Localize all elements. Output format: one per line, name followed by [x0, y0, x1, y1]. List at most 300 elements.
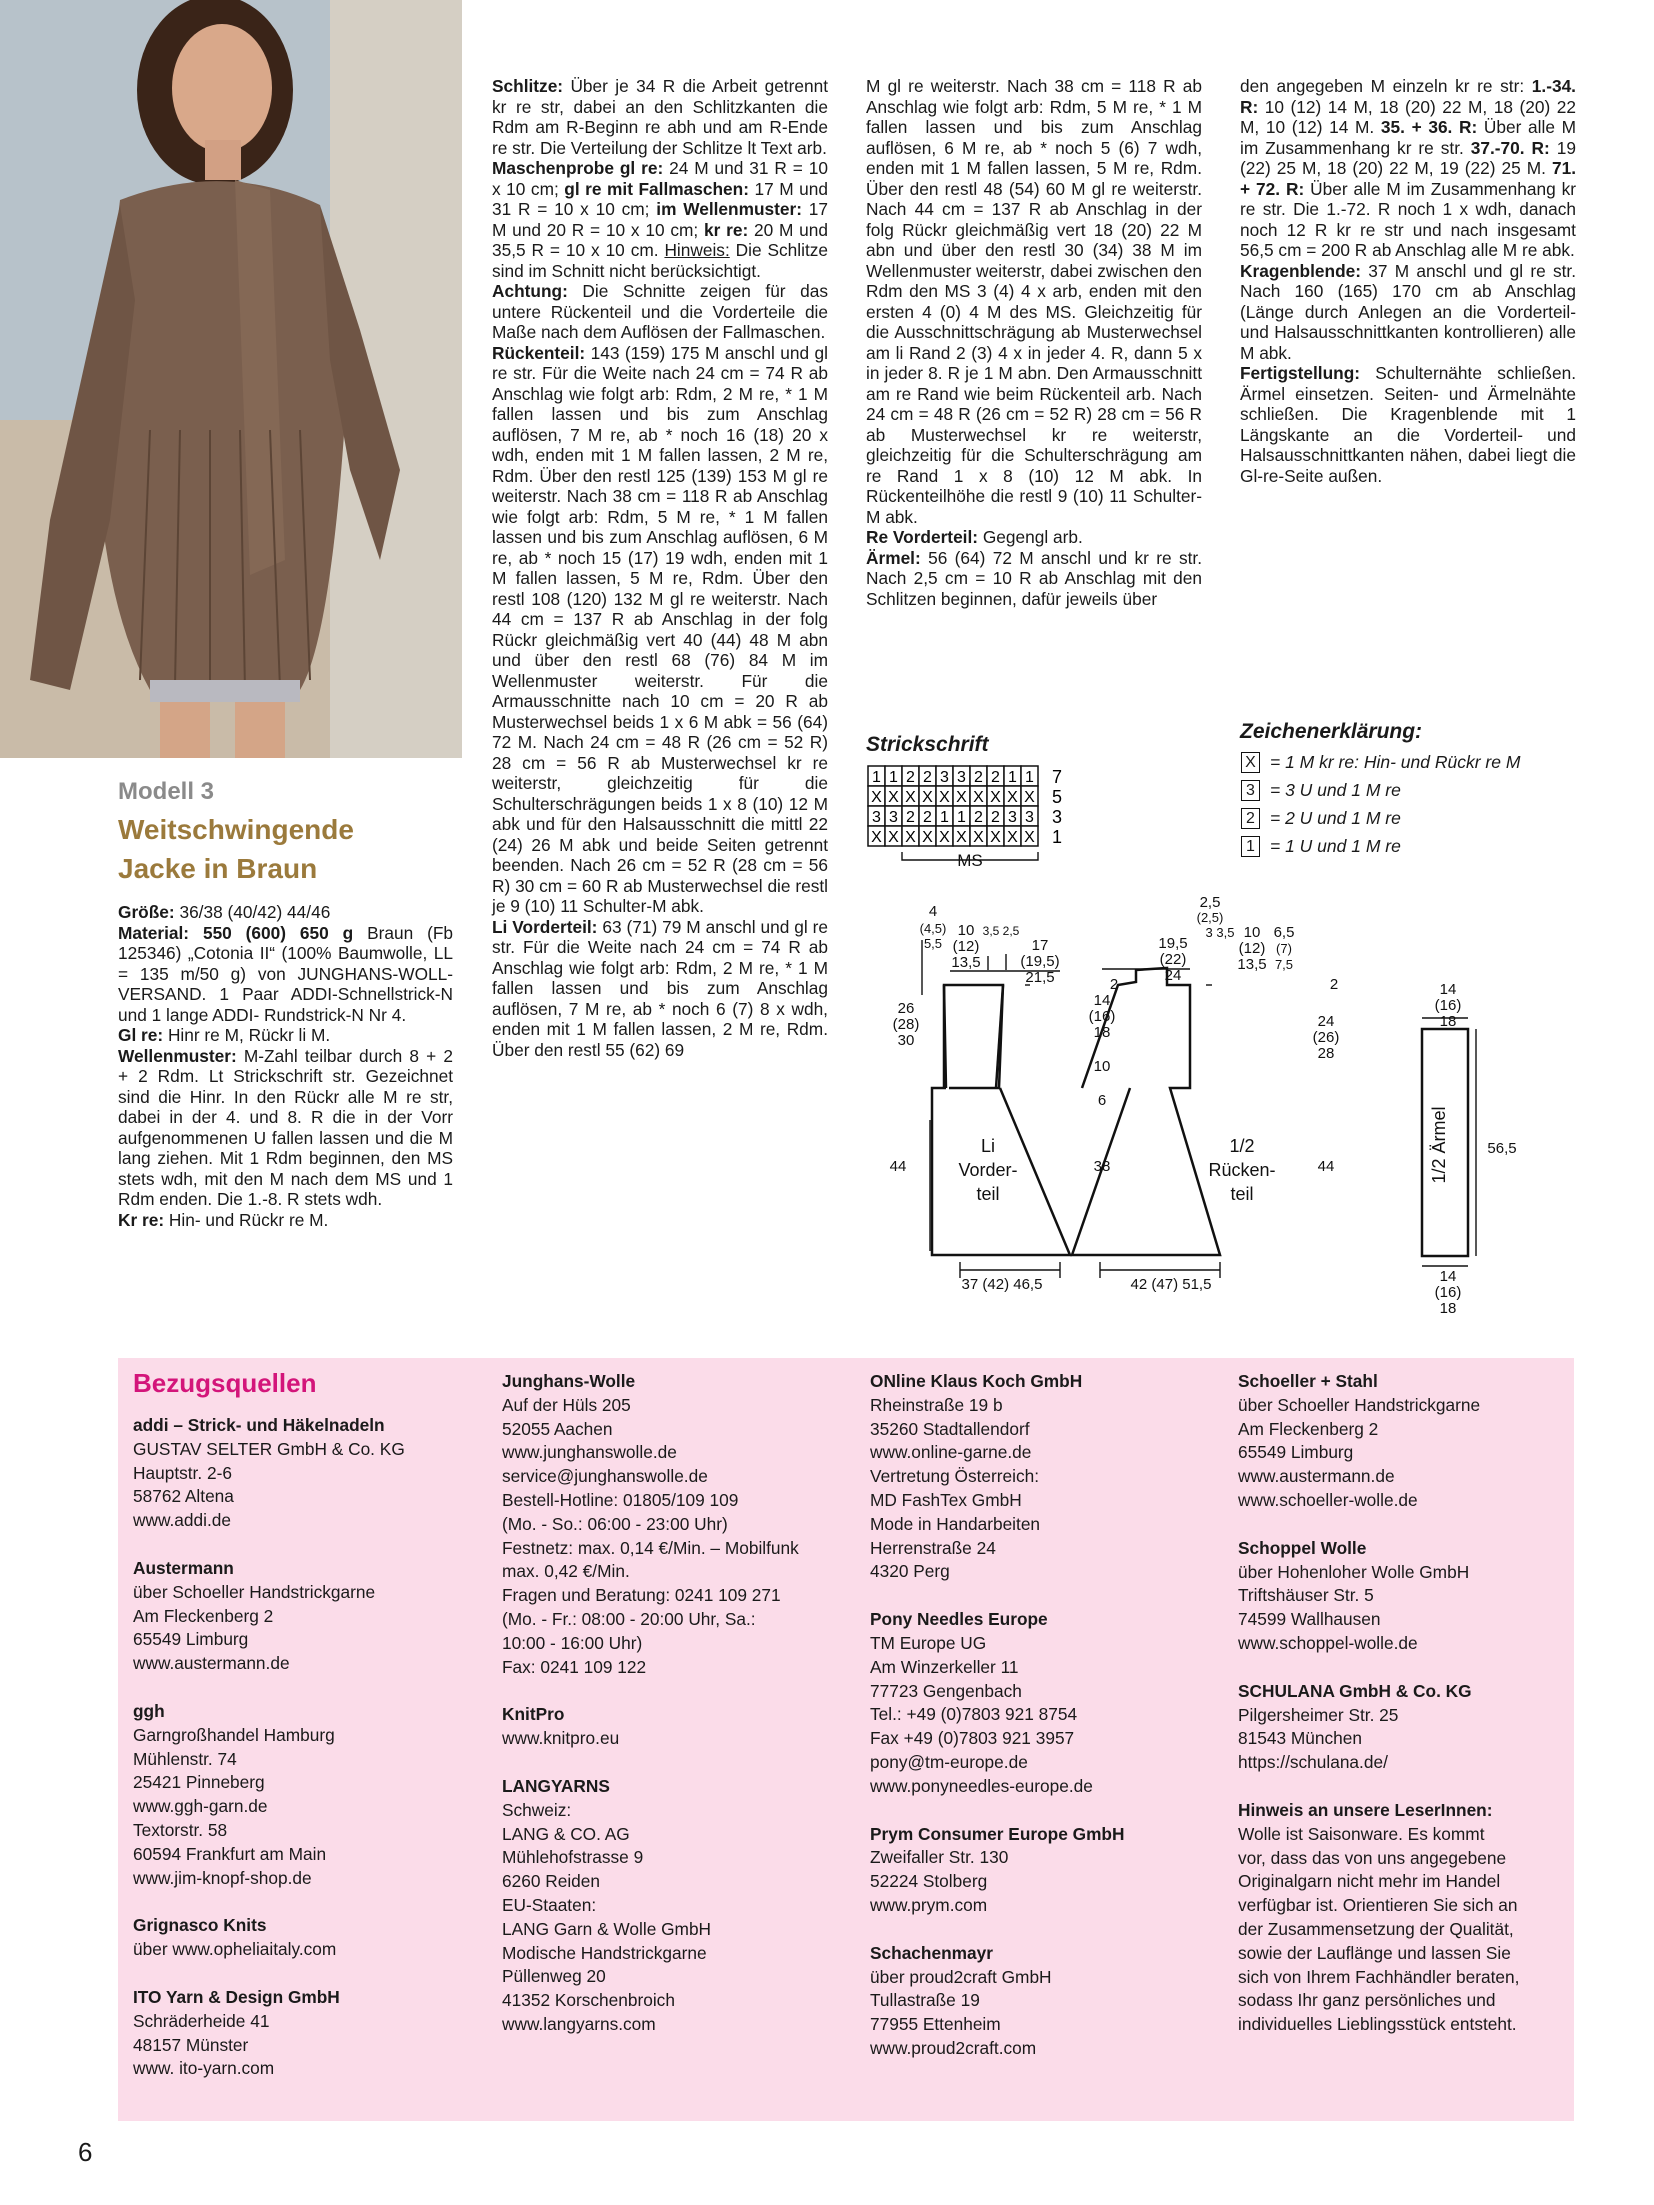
spacer [133, 1890, 473, 1914]
source-name: Schoppel Wolle [1238, 1537, 1367, 1558]
source-line: 41352 Korschenbroich [502, 1990, 675, 2011]
dim-back-22: (22) [1159, 951, 1187, 968]
chart-symbol: X [888, 829, 899, 846]
source-line: max. 0,42 €/Min. [502, 1561, 630, 1582]
source-line: Auf der Hüls 205 [502, 1394, 631, 1415]
bold-term: Ärmel: [866, 547, 921, 568]
paragraph-text: 24 M und 31 R = 10 x 10 cm; [492, 158, 828, 199]
paragraph-text: Über alle M im Zusammenhang kr re str. Die 1.-72. R noch 1 x wdh, danach noch 12 R kr re str und nach insgesamt 56,5 cm = 200 R ab Anschlag alle M re abk. [1240, 178, 1576, 260]
legend-symbol: 2 [1241, 808, 1260, 829]
source-name: SCHULANA GmbH & Co. KG [1238, 1680, 1472, 1701]
legend-symbol: X [1241, 752, 1260, 773]
paragraph-text: 17 M und 20 R = 10 x 10 cm; [492, 199, 828, 240]
legend-title: Zeichenerklärung: [1240, 720, 1423, 743]
source-line: www.schoeller-wolle.de [1238, 1489, 1418, 1510]
dim-sleeve-18: 18 [1439, 1013, 1457, 1030]
source-name: Hinweis an unsere LeserInnen: [1238, 1799, 1493, 1820]
sources-title: Bezugsquellen [133, 1368, 317, 1398]
source-line: Modische Handstrickgarne [502, 1942, 707, 1963]
source-line: Am Fleckenberg 2 [133, 1605, 274, 1626]
paragraph-text: den angegeben M einzeln kr re str: [1240, 76, 1532, 96]
source-line: Pilgersheimer Str. 25 [1238, 1704, 1399, 1725]
dim-back-24: 24 [1164, 967, 1182, 984]
dim-back-24r: 24 [1317, 1013, 1335, 1030]
chart-symbol: X [1024, 829, 1035, 846]
ms-label: MS [957, 851, 983, 870]
sources-column-2 [502, 1370, 862, 2037]
source-line: individuelles Lieblingsstück entsteht. [1238, 2014, 1517, 2035]
paragraph-text: Braun (Fb 125346) „Cotonia II“ (100% Baumwolle, LL = 135 m/50 g) von JUNGHANS-WOLL-VERSAND. 1 Paar ADDI-Schnellstrick-N und 1 lange ADDI- Rundstrick-N Nr 4. [118, 922, 453, 1025]
paragraph [118, 1025, 453, 1046]
sources-column-3 [870, 1370, 1230, 2061]
bold-term: Rückenteil: [492, 342, 586, 363]
dim-mid-16: (16) [1088, 1008, 1116, 1025]
source-line: 77723 Gengenbach [870, 1680, 1022, 1701]
spacer [1238, 1656, 1578, 1680]
source-line: Am Winzerkeller 11 [870, 1656, 1019, 1677]
source-line: Originalgarn nicht mehr im Handel [1238, 1871, 1501, 1892]
source-line: Fax +49 (0)7803 921 3957 [870, 1728, 1075, 1749]
chart-symbol: 2 [974, 769, 983, 786]
dim-back-195: 19,5 [1158, 935, 1188, 952]
dim-mid-2: 2 [1109, 976, 1119, 993]
model-title-line1: Weitschwingende [118, 814, 354, 845]
dim-back-bottom: 42 (47) 51,5 [1130, 1276, 1212, 1293]
legend-item [1240, 832, 1580, 860]
paragraph-text: Hin- und Rückr re M. [164, 1209, 329, 1230]
source-line: EU-Staaten: [502, 1894, 597, 1915]
dim-front-135: 13,5 [951, 954, 981, 971]
paragraph [118, 902, 453, 923]
source-line: www.addi.de [133, 1510, 231, 1531]
model-photo [0, 0, 462, 758]
spacer [502, 1679, 862, 1703]
source-line: pony@tm-europe.de [870, 1751, 1028, 1772]
spacer [1238, 1513, 1578, 1537]
source-name: Austermann [133, 1557, 234, 1578]
source-line: Mühlehofstrasse 9 [502, 1847, 644, 1868]
front-upper-outline [944, 985, 1003, 1088]
text-column-3 [866, 76, 1202, 609]
chart-symbol: X [939, 789, 950, 806]
dim-sleeve-b18: 18 [1439, 1300, 1457, 1317]
spacer [133, 1676, 473, 1700]
paragraph-text: 20 M und 35,5 R = 10 x 10 cm. [492, 219, 828, 260]
paragraph-text: 10 (12) 14 M, 18 (20) 22 M, 18 (20) 22 M, 10 (12) 14 M. [1240, 96, 1576, 137]
chart-symbol: 2 [991, 809, 1000, 826]
legend-item [1240, 776, 1580, 804]
bold-term: Schlitze: [492, 76, 564, 96]
note-term: Hinweis: [664, 240, 730, 260]
source-line: sich von Ihrem Fachhändler beraten, [1238, 1966, 1520, 1987]
source-line: www.proud2craft.com [870, 2037, 1037, 2058]
dim-mid-14: 14 [1093, 992, 1111, 1009]
source-line: www.austermann.de [133, 1653, 290, 1674]
back-label-3: teil [1230, 1184, 1254, 1204]
dim-left-30: 30 [897, 1032, 915, 1049]
dim-back-12: (12) [1238, 940, 1266, 957]
source-line: www.knitpro.eu [502, 1728, 620, 1749]
bold-term: gl re mit Fallmaschen: [564, 178, 749, 199]
source-line: 25421 Pinneberg [133, 1772, 265, 1793]
source-line: www.jim-knopf-shop.de [133, 1867, 312, 1888]
chart-symbol: X [990, 789, 1001, 806]
legend-text: = 3 U und 1 M re [1270, 779, 1401, 800]
source-line: der Zusammensetzung der Qualität, [1238, 1918, 1514, 1939]
chart-symbol: 3 [957, 769, 966, 786]
chart-symbol: X [973, 789, 984, 806]
paragraph-text: 17 M und 31 R = 10 x 10 cm; [492, 178, 828, 219]
bold-term: 71. + 72. R: [1240, 158, 1576, 199]
dim-back-65: 6,5 [1273, 924, 1295, 941]
dim-back-44: 44 [1317, 1158, 1335, 1175]
text-column-1 [118, 902, 453, 1230]
source-line: TM Europe UG [870, 1632, 987, 1653]
paragraph-text: Die Schlitze sind im Schnitt nicht berücksichtigt. [492, 240, 828, 281]
chart-symbol: X [905, 789, 916, 806]
dim-back-25a: 2,5 [1199, 894, 1221, 911]
paragraph-text: Über je 34 R die Arbeit getrennt kr re str, dabei an den Schlitzkanten die Rdm am R-Beginn re abh und am R-Ende re str. Die Verteilung der Schlitze lt Text arb. [492, 76, 828, 158]
paragraph [1240, 76, 1576, 261]
chart-symbol: 1 [1025, 769, 1034, 786]
dim-mid-10: 10 [1093, 1058, 1111, 1075]
chart-symbol: 1 [940, 809, 949, 826]
dim-sleeve-14: 14 [1439, 981, 1457, 998]
paragraph [1240, 363, 1576, 486]
dim-back-75: 7,5 [1274, 957, 1294, 972]
source-line: Püllenweg 20 [502, 1966, 606, 1987]
chart-symbol: X [922, 789, 933, 806]
paragraph-text: 36/38 (40/42) 44/46 [174, 902, 331, 922]
bold-term: 37.-70. R: [1470, 137, 1550, 158]
front-label-3: teil [976, 1184, 1000, 1204]
chart-symbol: 2 [906, 769, 915, 786]
chart-row-number: 1 [1052, 827, 1063, 847]
chart-symbol: 1 [1008, 769, 1017, 786]
dim-front-12: (12) [952, 938, 980, 955]
source-name: Junghans-Wolle [502, 1371, 636, 1391]
front-label-2: Vorder- [958, 1160, 1018, 1180]
back-label-2: Rücken- [1208, 1160, 1276, 1180]
chart-symbol: X [939, 829, 950, 846]
source-line: Zweifaller Str. 130 [870, 1847, 1009, 1868]
source-line: www.prym.com [870, 1894, 988, 1915]
bold-term: kr re: [703, 219, 749, 240]
paragraph-text: 19 (22) 25 M, 18 (20) 22 M, 19 (22) 25 M. [1240, 137, 1576, 178]
legend-text: = 1 M kr re: Hin- und Rückr re M [1270, 751, 1521, 772]
model-title-line2: Jacke in Braun [118, 853, 318, 884]
dim-back-25b: (2,5) [1196, 910, 1224, 925]
page-number: 6 [78, 2137, 93, 2167]
chart-symbol: X [1024, 789, 1035, 806]
paragraph-text: 37 M anschl und gl re str. Nach 160 (165) 170 cm ab Anschlag (Länge durch Anlegen an die Vorderteil- und Halsausschnittkanten kontrollieren) alle M abk. [1240, 260, 1576, 363]
spacer [870, 1584, 1230, 1608]
source-name: ITO Yarn & Design GmbH [133, 1986, 340, 2007]
dim-back-335: 3 3,5 [1205, 925, 1235, 940]
dim-sleeve-565: 56,5 [1487, 1140, 1517, 1157]
bold-term: Kr re: [118, 1209, 165, 1230]
source-line: über Schoeller Handstrickgarne [1238, 1394, 1481, 1415]
paragraph [866, 548, 1202, 610]
spacer [870, 1799, 1230, 1823]
bold-term: Gl re: [118, 1025, 164, 1045]
sources-column-1 [133, 1414, 473, 2081]
spacer [502, 1751, 862, 1775]
source-line: 74599 Wallhausen [1238, 1609, 1381, 1630]
stitch-chart [866, 764, 1166, 894]
photo-illustration [0, 0, 462, 758]
back-label-1: 1/2 [1229, 1136, 1255, 1156]
source-line: Wolle ist Saisonware. Es kommt [1238, 1823, 1485, 1844]
source-line: 4320 Perg [870, 1561, 950, 1582]
chart-symbol: 1 [872, 769, 881, 786]
source-line: über Hohenloher Wolle GmbH [1238, 1561, 1470, 1582]
dim-front-195: (19,5) [1020, 953, 1060, 970]
source-name: ONline Klaus Koch GmbH [870, 1371, 1083, 1391]
source-line: über www.opheliaitaly.com [133, 1939, 337, 1960]
dim-back-26r: (26) [1312, 1029, 1340, 1046]
bold-term: Material: 550 (600) 650 g [118, 922, 354, 943]
paragraph [866, 527, 1202, 548]
source-line: MD FashTex GmbH [870, 1489, 1022, 1510]
dim-front-215: 21,5 [1025, 969, 1055, 986]
source-line: 52224 Stolberg [870, 1871, 988, 1892]
bold-term: Achtung: [492, 281, 568, 301]
dim-sleeve-16: (16) [1434, 997, 1462, 1014]
dim-front-top-55: 5,5 [923, 936, 943, 951]
dim-mid-18: 18 [1093, 1024, 1111, 1041]
chart-symbol: X [871, 789, 882, 806]
paragraph [492, 917, 828, 1061]
dim-front-top-4: 4 [928, 903, 938, 920]
paragraph-text: Über alle M im Zusammenhang kr re str. [1240, 117, 1577, 158]
source-line: service@junghanswolle.de [502, 1466, 708, 1487]
source-line: www. ito-yarn.com [133, 2058, 275, 2079]
paragraph [118, 923, 453, 1026]
paragraph-text: Gegengl arb. [978, 527, 1083, 547]
chart-symbol: 3 [1008, 809, 1017, 826]
source-line: 35260 Stadtallendorf [870, 1418, 1030, 1439]
paragraph-text: 63 (71) 79 M anschl und gl re str. Für die Weite nach 24 cm = 74 R ab Anschlag wie folgt arb: Rdm, 2 M re, * 1 M fallen lassen und bis zum Anschlag auflösen, 7 M re, ab * noch 6 (7) 8 x wdh, enden mit 1 M fallen lassen, 2 M re, Rdm. Über den restl 55 (62) 69 [492, 916, 828, 1060]
dim-front-bottom: 37 (42) 46,5 [961, 1276, 1043, 1293]
paragraph [118, 1046, 453, 1210]
source-line: (Mo. - Fr.: 08:00 - 20:00 Uhr, Sa.: [502, 1608, 756, 1629]
source-line: www.langyarns.com [502, 2013, 656, 2034]
paragraph [492, 76, 828, 158]
spacer [133, 1962, 473, 1986]
chart-symbol: X [956, 789, 967, 806]
source-line: Festnetz: max. 0,14 €/Min. – Mobilfunk [502, 1537, 799, 1558]
source-line: Triftshäuser Str. 5 [1238, 1585, 1374, 1606]
legend [1240, 748, 1580, 860]
dim-front-17: 17 [1031, 937, 1049, 954]
paragraph [1240, 261, 1576, 364]
source-line: Tullastraße 19 [870, 1990, 980, 2011]
bold-term: 35. + 36. R: [1380, 117, 1478, 137]
chart-symbol: X [956, 829, 967, 846]
paragraph-text: M gl re weiterstr. Nach 38 cm = 118 R ab Anschlag wie folgt arb: Rdm, 5 M re, * 1 M fallen lassen und bis zum Anschlag auflösen, 6 M re, ab * noch 5 (6) 7 wdh, enden mit 1 M fallen lassen, 5 M re, Rdm. Über den restl 48 (54) 60 M gl re weiterstr. Nach 44 cm = 137 R ab Anschlag in der folg Rückr gleichmäßig vert 18 (20) 22 M abn und über den restl 30 (34) 38 M im Wellenmuster weiterstr, dabei zwischen den Rdm den MS 3 (4) 4 x arb, enden mit den ersten 4 (0) 4 M des MS. Gleichzeitig für die Ausschnittschrägung ab Musterwechsel am li Rand 2 (3) 4 x in jeder 4. R, dann 5 x in jeder 8. R je 1 M abn. Den Armausschnitt am re Rand wie beim Rückenteil arb. Nach 24 cm = 48 R (26 cm = 52 R) 28 cm = 56 R ab Musterwechsel kr re weiterstr, gleichzeitig für die Schulterschrägung am re Rand 1 x 8 (10) 12 M abk. In Rückenteilhöhe die restl 9 (10) 11 Schulter-M abk. [866, 76, 1202, 527]
legend-symbol: 3 [1241, 780, 1260, 801]
source-line: Garngroßhandel Hamburg [133, 1724, 335, 1745]
text-column-2 [492, 76, 828, 1060]
sleeve-label: 1/2 Ärmel [1429, 1106, 1449, 1184]
source-line: über Schoeller Handstrickgarne [133, 1581, 376, 1602]
source-line: Mode in Handarbeiten [870, 1513, 1041, 1534]
source-line: 65549 Limburg [1238, 1442, 1354, 1463]
chart-symbol: 1 [957, 809, 966, 826]
source-line: über proud2craft GmbH [870, 1966, 1052, 1987]
source-name: Schachenmayr [870, 1942, 993, 1963]
chart-row-number: 5 [1052, 787, 1063, 807]
legend-text: = 1 U und 1 M re [1270, 835, 1401, 856]
paragraph-text: 56 (64) 72 M anschl und kr re str. Nach 2,5 cm = 10 R ab Anschlag mit den Schlitzen beginnen, dafür jeweils über [866, 547, 1202, 609]
chart-symbol: 2 [923, 769, 932, 786]
paragraph-text: Schulternähte schließen. Ärmel einsetzen. Seiten- und Ärmelnähte schließen. Die Kragenblende mit 1 Längskante an die Vorderteil- und Halsausschnittkanten nähen, dabei liegt die Gl-re-Seite außen. [1240, 363, 1576, 486]
chart-symbol: 3 [1025, 809, 1034, 826]
source-line: www.ponyneedles-europe.de [870, 1775, 1093, 1796]
legend-symbol: 1 [1241, 836, 1260, 857]
source-name: Schoeller + Stahl [1238, 1371, 1378, 1391]
dim-left-28: (28) [892, 1016, 920, 1033]
source-name: KnitPro [502, 1704, 565, 1725]
dim-left-44: 44 [889, 1158, 907, 1175]
paragraph-text: Die Schnitte zeigen für das untere Rückenteil und die Vorderteile die Maße nach dem Auflösen der Fallmaschen. [492, 281, 828, 342]
source-name: Prym Consumer Europe GmbH [870, 1823, 1125, 1844]
source-line: Bestell-Hotline: 01805/109 109 [502, 1489, 739, 1510]
paragraph [492, 158, 828, 281]
source-line: Mühlenstr. 74 [133, 1748, 237, 1769]
source-line: Rheinstraße 19 b [870, 1394, 1003, 1415]
sources-column-4 [1238, 1370, 1578, 2037]
source-line: 81543 München [1238, 1728, 1362, 1749]
chart-symbol: 1 [889, 769, 898, 786]
source-line: Fax: 0241 109 122 [502, 1656, 647, 1677]
dim-back-135: 13,5 [1237, 956, 1267, 973]
spacer [1238, 1775, 1578, 1799]
source-name: addi – Strick- und Häkelnadeln [133, 1415, 385, 1435]
paragraph-text: Hinr re M, Rückr li M. [163, 1025, 331, 1045]
legend-item [1240, 804, 1580, 832]
chart-symbol: 2 [923, 809, 932, 826]
chart-symbol: 3 [889, 809, 898, 826]
source-line: www.austermann.de [1238, 1466, 1395, 1487]
source-line: Schweiz: [502, 1799, 572, 1820]
bold-term: Kragenblende: [1240, 260, 1361, 281]
bold-term: Re Vorderteil: [866, 527, 979, 547]
dim-back-28r: 28 [1317, 1045, 1335, 1062]
bold-term: Fertigstellung: [1240, 363, 1361, 383]
source-line: (Mo. - So.: 06:00 - 23:00 Uhr) [502, 1513, 728, 1534]
paragraph [118, 1210, 453, 1231]
source-line: www.junghanswolle.de [502, 1442, 677, 1463]
chart-symbol: X [1007, 829, 1018, 846]
chart-symbol: 3 [940, 769, 949, 786]
source-line: Schräderheide 41 [133, 2010, 270, 2031]
source-name: Grignasco Knits [133, 1915, 267, 1936]
paragraph-text: 143 (159) 175 M anschl und gl re str. Für die Weite nach 24 cm = 74 R ab Anschlag wie folgt arb: Rdm, 2 M re, * 1 M fallen lassen und bis zum Anschlag auflösen, 7 M re, ab * noch 16 (18) 20 x wdh, enden mit 1 M fallen lassen, 2 M re, Rdm. Über den restl 125 (139) 153 M gl re weiterstr. Nach 38 cm = 118 R ab Anschlag wie folgt arb: Rdm, 5 M re, * 1 M fallen lassen und bis zum Anschlag auflösen, 6 M re, ab * noch 15 (17) 19 wdh, enden mit 1 M fallen lassen, 5 M re, Rdm. Über den restl 108 (120) 132 M gl re weiterstr. Nach 44 cm = 137 R ab Anschlag in der folg Rückr gleichmäßig vert 40 (44) 48 M abn und über den restl 68 (76) 84 M im Wellenmuster weiterstr. Für die Armausschnitte nach 10 cm = 20 R ab Musterwechsel beids 1 x 6 M abk = 56 (64) 72 M. Nach 24 cm = 48 R (26 cm = 52 R) 28 cm = 56 R ab Musterwechsel kr re weiterstr, gleichzeitig für die Schulterschrägungen beids 1 x 8 (10) 12 M abk und für den Halsausschnitt die mittl 22 (24) 26 M abk und beide Seiten getrennt beenden. Nach 26 cm = 52 R (28 cm = 56 R) 30 cm = 60 R ab Musterwechsel die restl je 9 (10) 11 Schulter-M abk. [492, 342, 828, 916]
chart-row-number: 7 [1052, 767, 1063, 787]
spacer [870, 1918, 1230, 1942]
source-line: www.schoppel-wolle.de [1238, 1632, 1418, 1653]
dim-mid-6: 6 [1097, 1092, 1107, 1109]
dim-back-2: 2 [1329, 976, 1339, 993]
source-line: Am Fleckenberg 2 [1238, 1418, 1379, 1439]
source-name: LANGYARNS [502, 1775, 610, 1796]
dim-sleeve-b16: (16) [1434, 1284, 1462, 1301]
source-line: LANG & CO. AG [502, 1823, 630, 1844]
source-line: 6260 Reiden [502, 1871, 601, 1892]
dim-left-26: 26 [897, 1000, 915, 1017]
chart-symbol: X [905, 829, 916, 846]
bold-term: Maschenprobe gl re: [492, 158, 664, 178]
source-line: sowie der Lauflänge und lassen Sie [1238, 1942, 1511, 1963]
source-line: Tel.: +49 (0)7803 921 8754 [870, 1704, 1078, 1725]
bold-term: Wellenmuster: [118, 1045, 237, 1066]
chart-symbol: X [1007, 789, 1018, 806]
source-line: GUSTAV SELTER GmbH & Co. KG [133, 1438, 405, 1459]
model-number: Modell 3 [118, 778, 215, 805]
paragraph [492, 281, 828, 343]
source-name: Pony Needles Europe [870, 1609, 1048, 1630]
legend-text: = 2 U und 1 M re [1270, 807, 1401, 828]
pattern-schematic [870, 890, 1550, 1320]
source-line: sodass Ihr ganz persönliches und [1238, 1990, 1496, 2011]
paragraph [492, 343, 828, 917]
source-line: 77955 Ettenheim [870, 2014, 1001, 2035]
source-line: 58762 Altena [133, 1486, 234, 1507]
source-line: verfügbar ist. Orientieren Sie sich an [1238, 1895, 1518, 1916]
dim-back-7: (7) [1276, 941, 1292, 956]
dim-front-3525: 3,5 2,5 [982, 924, 1020, 938]
source-line: www.ggh-garn.de [133, 1796, 268, 1817]
source-line: 60594 Frankfurt am Main [133, 1843, 327, 1864]
chart-symbol: X [871, 829, 882, 846]
source-line: Fragen und Beratung: 0241 109 271 [502, 1585, 781, 1606]
bold-term: Li Vorderteil: [492, 916, 598, 937]
legend-item [1240, 748, 1580, 776]
source-line: Vertretung Österreich: [870, 1466, 1040, 1487]
source-line: LANG Garn & Wolle GmbH [502, 1918, 712, 1939]
dim-back-10: 10 [1243, 924, 1261, 941]
chart-symbol: X [922, 829, 933, 846]
source-line: vor, dass das von uns angegebene [1238, 1847, 1507, 1868]
chart-symbol: 2 [991, 769, 1000, 786]
chart-symbol: X [888, 789, 899, 806]
paragraph [866, 76, 1202, 527]
paragraph-text: M-Zahl teilbar durch 8 + 2 + 2 Rdm. Lt Strickschrift str. Gezeichnet sind die Hinr. In den Rückr alle M re str, dabei in der 4. und 8. R die in der Vorr aufgenommenen U fallen lassen und die M lang ziehen. Mit 1 Rdm beginnen, den MS stets wdh, mit den M nach dem MS und 1 Rdm enden. Die 1.-8. R stets wdh. [118, 1045, 453, 1209]
source-name: ggh [133, 1700, 165, 1721]
source-line: 65549 Limburg [133, 1629, 249, 1650]
chart-symbol: 2 [974, 809, 983, 826]
text-column-4 [1240, 76, 1576, 486]
chart-symbol: X [973, 829, 984, 846]
source-line: https://schulana.de/ [1238, 1752, 1388, 1773]
source-line: Textorstr. 58 [133, 1819, 228, 1840]
source-line: Herrenstraße 24 [870, 1537, 996, 1558]
dim-front-10: 10 [957, 922, 975, 939]
chart-symbol: X [990, 829, 1001, 846]
chart-row-number: 3 [1052, 807, 1063, 827]
source-line: 10:00 - 16:00 Uhr) [502, 1632, 643, 1653]
dim-mid-38: 38 [1093, 1158, 1111, 1175]
chart-title: Strickschrift [866, 733, 989, 756]
source-line: 48157 Münster [133, 2034, 249, 2055]
bold-term: Größe: [118, 902, 175, 922]
chart-symbol: 3 [872, 809, 881, 826]
source-line: Hauptstr. 2-6 [133, 1462, 232, 1483]
dim-sleeve-b14: 14 [1439, 1268, 1457, 1285]
spacer [133, 1533, 473, 1557]
